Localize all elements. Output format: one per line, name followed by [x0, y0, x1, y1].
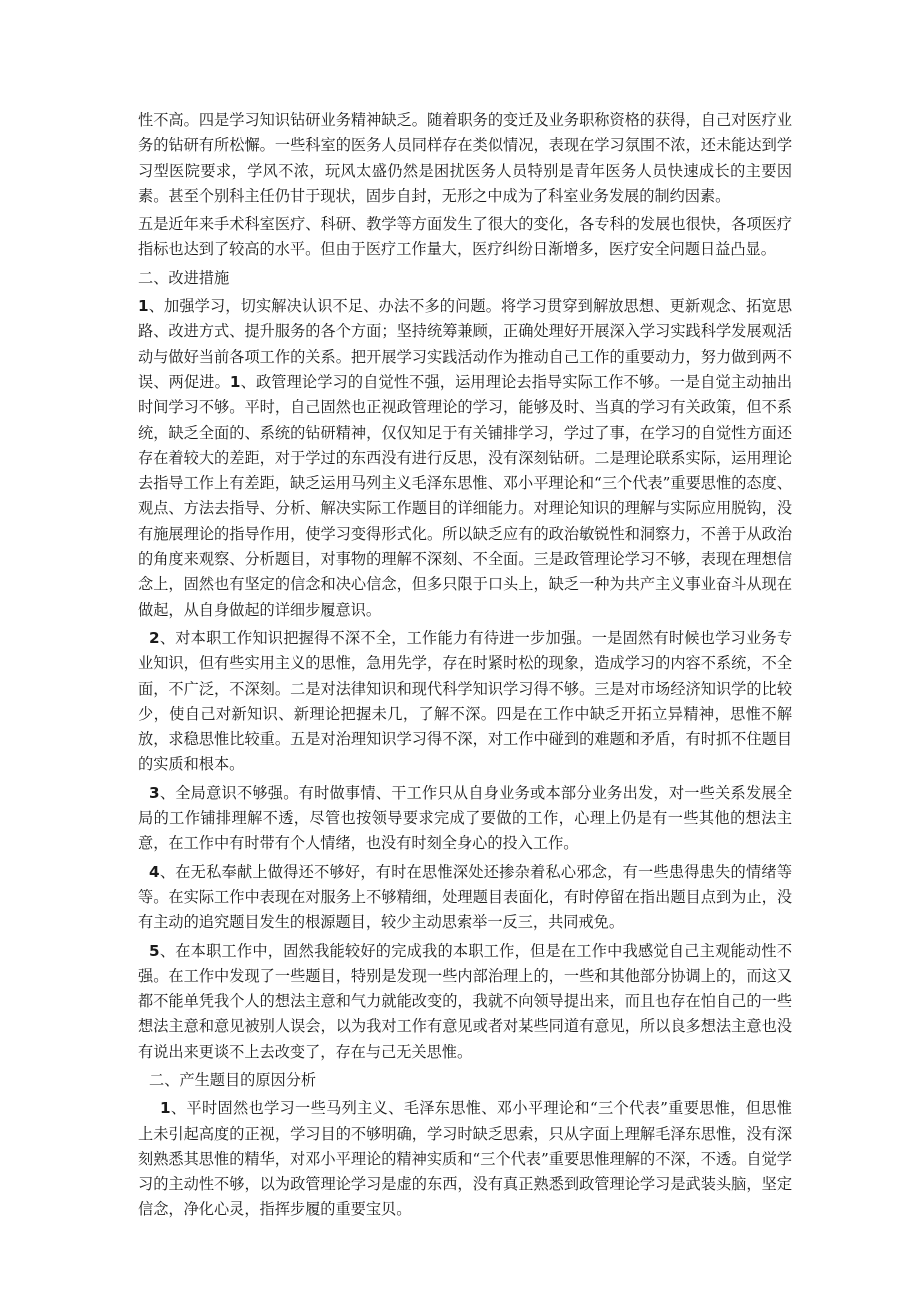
item-number: 2 [149, 628, 160, 647]
document-page [138, 108, 792, 1226]
item-number: 4 [149, 862, 160, 881]
numbered-paragraph [138, 939, 792, 1065]
section-heading: 二、改进措施 [138, 268, 230, 287]
paragraph-text: 、在本职工作中，固然我能较好的完成我的本职工作，但是在工作中我感觉自己主观能动性不强。在工作中发现了一些题目，特别是发现一些内部治理上的，一些和其他部分协调上的，而这又都不能单凭我个人的想法主意和气力就能改变的，我就不向领导提出来，而且也存在怕自己的一些想法主意和意见被别人误会，以为我对工作有意见或者对某些同道有意见，所以良多想法主意也没有说出来更谈不上去改变了，存在与己无关思惟。 [138, 941, 792, 1061]
numbered-paragraph [138, 781, 792, 857]
item-number: 1 [229, 372, 241, 391]
item-number: 5 [149, 941, 160, 960]
numbered-paragraph [138, 860, 792, 936]
paragraph-text: 、对本职工作知识把握得不深不全，工作能力有待进一步加强。一是固然有时候也学习业务专业知识，但有些实用主义的思惟，急用先学，存在时紧时松的现象，造成学习的内容不系统，不全面，不广泛，不深刻。二是对法律知识和现代科学知识学习得不够。三是对市场经济知识学的比较少，使自己对新知识、新理论把握未几，了解不深。四是在工作中缺乏开拓立异精神，思惟不解放，求稳思惟比较重。五是对治理知识学习得不深，对工作中碰到的难题和矛盾，有时抓不住题目的实质和根本。 [138, 628, 792, 774]
paragraph: 五是近年来手术科室医疗、科研、教学等方面发生了很大的变化，各专科的发展也很快，各项医疗指标也达到了较高的水平。但由于医疗工作量大，医疗纠纷日渐增多，医疗安全问题日益凸显。 [138, 215, 792, 259]
numbered-paragraph [138, 1096, 792, 1222]
numbered-paragraph [138, 294, 792, 623]
paragraph-text: 、平时固然也学习一些马列主义、毛泽东思惟、邓小平理论和“三个代表”重要思惟，但思惟上未引起高度的正视，学习目的不够明确，学习时缺乏思索，只从字面上理解毛泽东思惟，没有深刻熟悉其思惟的精华，对邓小平理论的精神实质和“三个代表”重要思惟理解的不深，不透。自觉学习的主动性不够，以为政管理论学习是虚的东西，没有真正熟悉到政管理论学习是武装头脑，坚定信念，净化心灵，指挥步履的重要宝贝。 [138, 1099, 792, 1219]
item-number: 3 [149, 783, 160, 802]
section-heading: 二、产生题目的原因分析 [149, 1070, 317, 1089]
item-number: 1 [160, 1099, 171, 1118]
paragraph-text: 、加强学习，切实解决认识不足、办法不多的问题。将学习贯穿到解放思想、更新观念、拓宽思路、改进方式、提升服务的各个方面；坚持统筹兼顾，正确处理好开展深入学习实践科学发展观活动与做好当前各项工作的关系。把开展学习实践活动作为推动自己工作的重要动力，努力做到两不误、两促进。 [138, 297, 792, 391]
paragraph-text: 、政管理论学习的自觉性不强，运用理论去指导实际工作不够。一是自觉主动抽出时间学习不够。平时，自己固然也正视政管理论的学习，能够及时、当真的学习有关政策，但不系统，缺乏全面的、系统的钻研精神，仅仅知足于有关铺排学习，学过了事，在学习的自觉性方面还存在着较大的差距，对于学过的东西没有进行反思，没有深刻钻研。二是理论联系实际，运用理论去指导工作上有差距，缺乏运用马列主义毛泽东思惟、邓小平理论和“三个代表”重要思惟的态度、观点、方法去指导、分析、解决实际工作题目的详细能力。对理论知识的理解与实际应用脱钩，没有施展理论的指导作用，使学习变得形式化。所以缺乏应有的政治敏锐性和洞察力，不善于从政治的角度来观察、分析题目，对事物的理解不深刻、不全面。三是政管理论学习不够，表现在理想信念上，固然也有坚定的信念和决心信念，但多只限于口头上，缺乏一种为共产主义事业奋斗从现在做起，从自身做起的详细步履意识。 [138, 372, 793, 619]
paragraph-text: 、全局意识不够强。有时做事情、干工作只从自身业务或本部分业务出发，对一些关系发展全局的工作铺排理解不透，尽管也按领导要求完成了要做的工作，心理上仍是有一些其他的想法主意，在工作中有时带有个人情绪，也没有时刻全身心的投入工作。 [138, 783, 792, 853]
paragraph-text: 、在无私奉献上做得还不够好，有时在思惟深处还掺杂着私心邪念，有一些患得患失的情绪等等。在实际工作中表现在对服务上不够精细，处理题目表面化，有时停留在指出题目点到为止，没有主动的追究题目发生的根源题目，较少主动思索举一反三，共同戒免。 [138, 862, 792, 932]
paragraph: 性不高。四是学习知识钻研业务精神缺乏。随着职务的变迁及业务职称资格的获得，自己对医疗业务的钻研有所松懈。一些科室的医务人员同样存在类似情况，表现在学习氛围不浓，还未能达到学习型医院要求，学风不浓，玩风太盛仍然是困扰医务人员特别是青年医务人员快速成长的主要因素。甚至个别科主任仍甘于现状，固步自封，无形之中成为了科室业务发展的制约因素。 [138, 111, 792, 205]
item-number: 1 [138, 297, 149, 316]
numbered-paragraph [138, 626, 792, 778]
